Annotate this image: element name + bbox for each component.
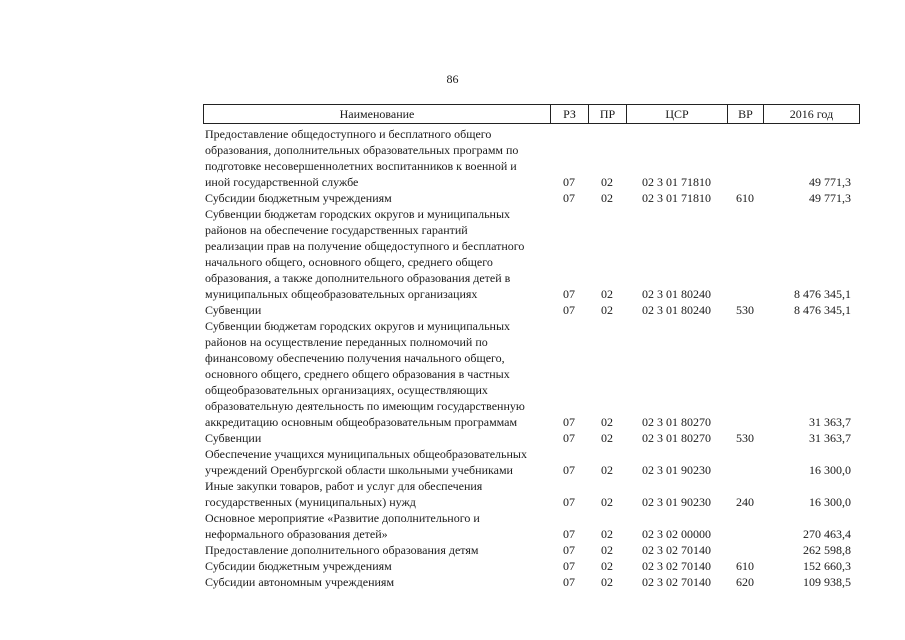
row-sum: 262 598,8: [803, 543, 851, 557]
row-name-line: неформального образования детей»: [205, 527, 388, 541]
row-name-line: иной государственной службе: [205, 175, 359, 189]
row-name: [203, 318, 550, 430]
row-name-line: государственных (муниципальных) нужд: [205, 495, 416, 509]
row-name-line: подготовке несовершеннолетних воспитанников к военной и: [205, 159, 517, 173]
table-body: [203, 126, 860, 590]
table-row: [203, 510, 860, 542]
row-csr: 02 3 02 70140: [642, 559, 711, 573]
row-name: [203, 446, 550, 478]
row-pr: 02: [601, 463, 613, 477]
row-vr: 610: [736, 559, 754, 573]
row-rz: 07: [563, 303, 575, 317]
row-sum: 8 476 345,1: [794, 303, 851, 317]
budget-table: [203, 104, 860, 590]
row-name-line: основного общего, среднего общего образования в частных: [205, 367, 510, 381]
row-name: [203, 542, 550, 558]
row-pr: 02: [601, 303, 613, 317]
row-name-line: общеобразовательных организациях, осуществляющих: [205, 383, 488, 397]
page-number: 86: [446, 72, 459, 86]
row-name: [203, 126, 550, 190]
row-vr: 610: [736, 191, 754, 205]
table-row: [203, 190, 860, 206]
row-csr: 02 3 01 90230: [642, 463, 711, 477]
table-row: [203, 430, 860, 446]
row-name-line: Иные закупки товаров, работ и услуг для обеспечения: [205, 479, 483, 493]
row-pr: 02: [601, 191, 613, 205]
row-rz: 07: [563, 431, 575, 445]
row-sum: 109 938,5: [803, 575, 851, 589]
row-csr: 02 3 01 80270: [642, 415, 711, 429]
row-name: [203, 558, 550, 574]
row-name-line: Предоставление общедоступного и бесплатного общего: [205, 127, 492, 141]
row-rz: 07: [563, 575, 575, 589]
row-pr: 02: [601, 559, 613, 573]
row-name-line: районов на обеспечение государственных гарантий: [205, 223, 468, 237]
row-name: [203, 302, 550, 318]
row-name-line: финансовому обеспечению получения начального общего,: [205, 351, 505, 365]
row-csr: 02 3 01 90230: [642, 495, 711, 509]
row-sum: 270 463,4: [803, 527, 851, 541]
row-sum: 16 300,0: [809, 463, 851, 477]
row-rz: 07: [563, 175, 575, 189]
table-row: [203, 302, 860, 318]
row-vr: 530: [736, 303, 754, 317]
row-pr: 02: [601, 287, 613, 301]
row-sum: 31 363,7: [809, 431, 851, 445]
row-csr: 02 3 01 71810: [642, 191, 711, 205]
row-csr: 02 3 01 80240: [642, 287, 711, 301]
row-name-line: муниципальных общеобразовательных организациях: [205, 287, 478, 301]
row-rz: 07: [563, 463, 575, 477]
table-row: [203, 126, 860, 190]
table-row: [203, 558, 860, 574]
row-pr: 02: [601, 527, 613, 541]
row-name-line: Субвенции бюджетам городских округов и муниципальных: [205, 207, 511, 221]
table-row: [203, 318, 860, 430]
row-csr: 02 3 02 00000: [642, 527, 711, 541]
header-sum: 2016 год: [763, 105, 860, 123]
row-rz: 07: [563, 191, 575, 205]
header-name: Наименование: [203, 105, 550, 123]
row-vr: 530: [736, 431, 754, 445]
row-name-line: Обеспечение учащихся муниципальных общеобразовательных: [205, 447, 527, 461]
row-name-line: учреждений Оренбургской области школьными учебниками: [205, 463, 513, 477]
row-vr: 620: [736, 575, 754, 589]
row-pr: 02: [601, 415, 613, 429]
row-rz: 07: [563, 543, 575, 557]
row-sum: 8 476 345,1: [794, 287, 851, 301]
row-name-line: Субсидии автономным учреждениям: [205, 575, 395, 589]
row-name-line: образования, дополнительных образовательных программ по: [205, 143, 519, 157]
row-csr: 02 3 01 71810: [642, 175, 711, 189]
row-name-line: Субвенции: [205, 303, 262, 317]
row-name: [203, 510, 550, 542]
table-row: [203, 446, 860, 478]
row-name: [203, 430, 550, 446]
row-csr: 02 3 02 70140: [642, 575, 711, 589]
row-name-line: Субсидии бюджетным учреждениям: [205, 559, 392, 573]
row-rz: 07: [563, 527, 575, 541]
row-sum: 31 363,7: [809, 415, 851, 429]
header-vr: ВР: [727, 105, 763, 123]
row-name-line: Субвенции бюджетам городских округов и муниципальных: [205, 319, 511, 333]
row-name: [203, 478, 550, 510]
row-pr: 02: [601, 175, 613, 189]
row-csr: 02 3 01 80270: [642, 431, 711, 445]
header-rz: РЗ: [550, 105, 588, 123]
row-name-line: аккредитацию основным общеобразовательным программам: [205, 415, 518, 429]
row-csr: 02 3 01 80240: [642, 303, 711, 317]
row-name: [203, 190, 550, 206]
table-row: [203, 206, 860, 302]
row-sum: 49 771,3: [809, 175, 851, 189]
row-name: [203, 574, 550, 590]
row-name-line: начального общего, основного общего, среднего общего: [205, 255, 493, 269]
row-name-line: Основное мероприятие «Развитие дополнительного и: [205, 511, 480, 525]
row-pr: 02: [601, 495, 613, 509]
row-pr: 02: [601, 431, 613, 445]
row-name: [203, 206, 550, 302]
row-name-line: Предоставление дополнительного образования детям: [205, 543, 479, 557]
row-rz: 07: [563, 287, 575, 301]
header-csr: ЦСР: [626, 105, 727, 123]
table-header: [203, 104, 860, 124]
row-csr: 02 3 02 70140: [642, 543, 711, 557]
table-row: [203, 574, 860, 590]
row-name-line: Субвенции: [205, 431, 262, 445]
row-sum: 49 771,3: [809, 191, 851, 205]
row-pr: 02: [601, 575, 613, 589]
row-name-line: образования, а также дополнительного образования детей в: [205, 271, 511, 285]
table-row: [203, 542, 860, 558]
row-rz: 07: [563, 559, 575, 573]
row-name-line: реализации прав на получение общедоступного и бесплатного: [205, 239, 525, 253]
row-pr: 02: [601, 543, 613, 557]
row-vr: 240: [736, 495, 754, 509]
header-pr: ПР: [588, 105, 626, 123]
row-name-line: Субсидии бюджетным учреждениям: [205, 191, 392, 205]
row-name-line: образовательную деятельность по имеющим государственную: [205, 399, 525, 413]
row-sum: 16 300,0: [809, 495, 851, 509]
row-rz: 07: [563, 495, 575, 509]
row-name-line: районов на осуществление переданных полномочий по: [205, 335, 488, 349]
row-rz: 07: [563, 415, 575, 429]
row-sum: 152 660,3: [803, 559, 851, 573]
table-row: [203, 478, 860, 510]
